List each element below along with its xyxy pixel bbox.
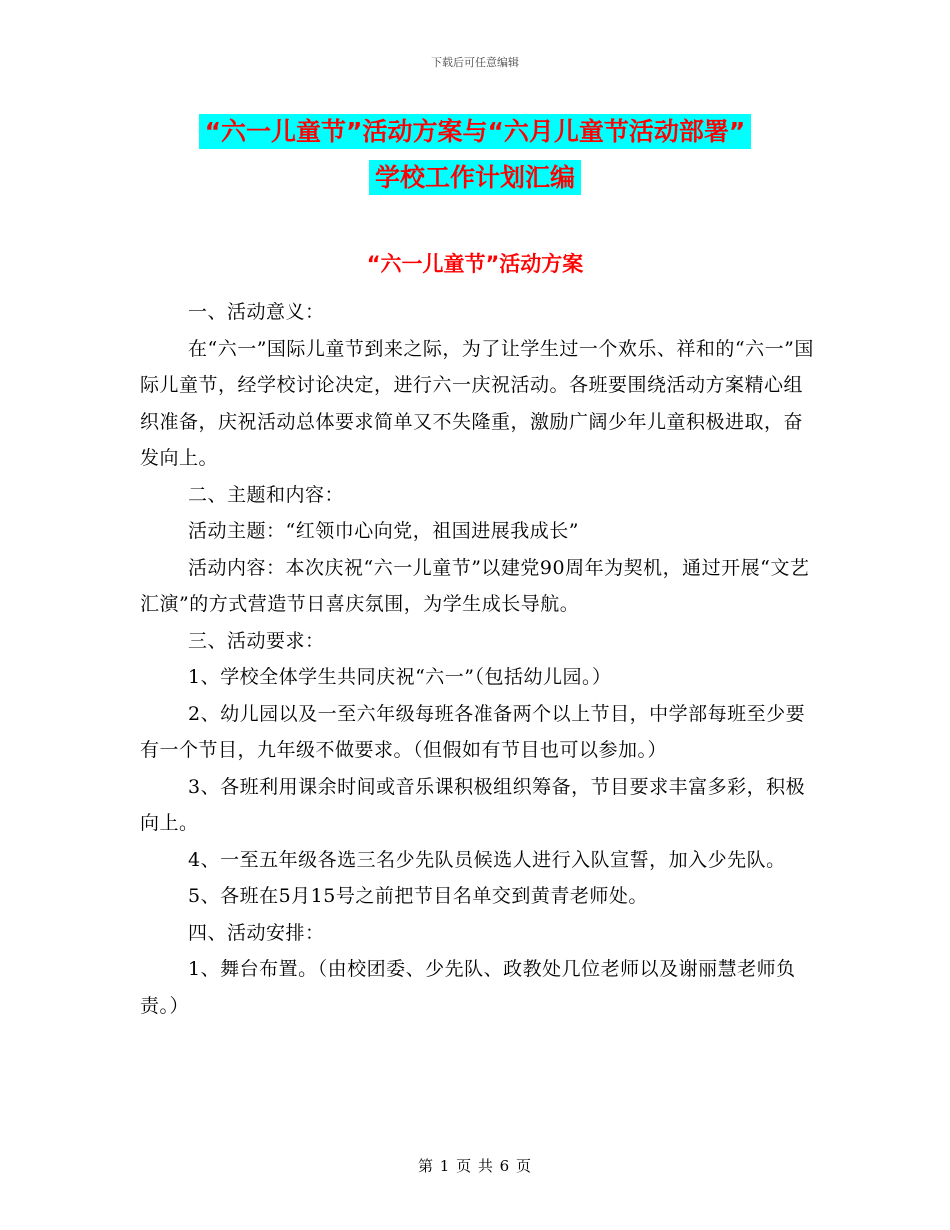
- document-title-line-1: [0, 112, 950, 148]
- page-footer: 第 1 页 共 6 页: [418, 1157, 532, 1175]
- document-body: [140, 294, 820, 1024]
- heading-arrangements: 四、活动安排：: [188, 921, 325, 944]
- section-title: “六一儿童节”活动方案: [366, 252, 584, 276]
- requirement-item-5: 5、各班在5月15号之前把节目名单交到黄青老师处。: [188, 885, 648, 907]
- arrangement-item-1: 1、舞台布置。（由校团委、少先队、政教处几位老师以及谢丽慧老师负责。）: [140, 958, 796, 1017]
- paragraph-significance: 在“六一”国际儿童节到来之际，为了让学生过一个欢乐、祥和的“六一”国际儿童节，经学校讨论决定，进行六一庆祝活动。各班要围绕活动方案精心组织准备，庆祝活动总体要求简单又不失隆重，激励广阔少年儿童积极进取，奋发向上。: [140, 337, 814, 469]
- requirement-item-3: 3、各班利用课余时间或音乐课积极组织筹备，节目要求丰富多彩，积极向上。: [140, 775, 806, 834]
- requirement-item-1: 1、学校全体学生共同庆祝“六一”（包括幼儿园。）: [188, 666, 612, 688]
- title-line-2-text: 学校工作计划汇编: [369, 160, 581, 195]
- document-title-line-2: [0, 158, 950, 194]
- requirement-item-4: 4、一至五年级各选三名少先队员候选人进行入队宣誓，加入少先队。: [188, 848, 786, 871]
- paragraph-content: 活动内容：本次庆祝“六一儿童节”以建党90周年为契机，通过开展“文艺汇演”的方式营造节日喜庆氛围，为学生成长导航。: [140, 556, 810, 615]
- header-note: 下载后可任意编辑: [431, 56, 519, 69]
- heading-significance: 一、活动意义：: [188, 301, 325, 323]
- heading-theme-content: 二、主题和内容：: [188, 483, 345, 506]
- paragraph-theme: 活动主题：“红领巾心向党，祖国进展我成长”: [188, 520, 579, 542]
- title-line-1-text: “六一儿童节”活动方案与“六月儿童节活动部署”: [199, 114, 752, 149]
- heading-requirements: 三、活动要求：: [188, 629, 325, 652]
- requirement-item-2: 2、幼儿园以及一至六年级每班各准备两个以上节目，中学部每班至少要有一个节目，九年级不做要求。（但假如有节目也可以参加。）: [140, 702, 806, 761]
